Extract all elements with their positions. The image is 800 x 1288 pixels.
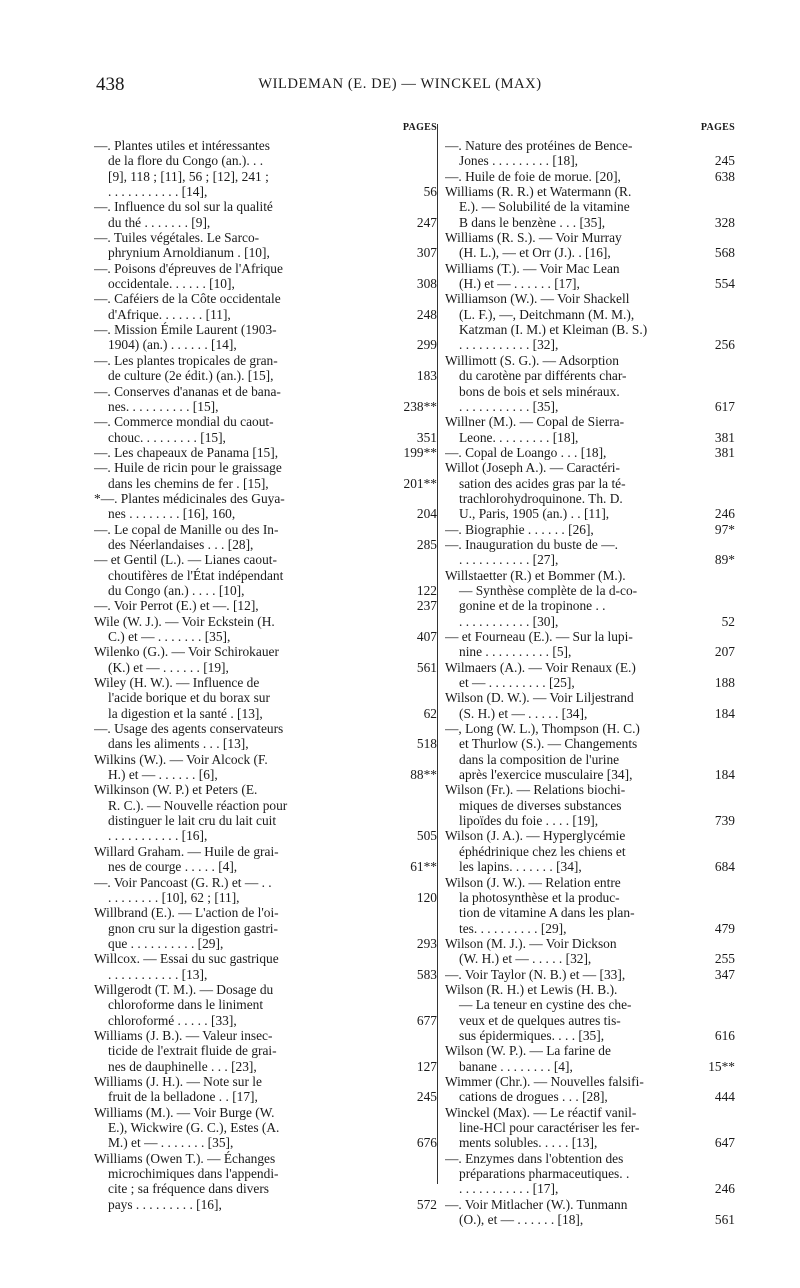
entry-text-line: préparations pharmaceutiques. .: [459, 1166, 630, 1182]
entry-text-line: Winckel (Max). — Le réactif vanil-: [445, 1104, 637, 1120]
entry-text-line: gonine et de la tropinone . .: [459, 598, 606, 614]
entry-text-line: —. Les chapeaux de Panama [15],: [94, 444, 279, 460]
entry-page-number: 676: [416, 1135, 437, 1151]
index-entry: [94, 445, 437, 460]
entry-text-line: U., Paris, 1905 (an.) . . [11],: [459, 506, 610, 522]
entry-text-line: R. C.). — Nouvelle réaction pour: [108, 797, 288, 813]
entry-text-line: . . . . . . . . . . . [30],: [459, 613, 559, 629]
entry-text-line: (O.), et — . . . . . . [18],: [459, 1212, 584, 1228]
entry-text-line: fruit de la belladone . . [17],: [108, 1089, 258, 1105]
entry-text-line: . . . . . . . . . . . [17],: [459, 1181, 559, 1197]
entry-text-line: B dans le benzène . . . [35],: [459, 214, 606, 230]
entry-text-line: Williams (T.). — Voir Mac Lean: [445, 260, 620, 276]
entry-text-line: sus épidermiques. . . . [35],: [459, 1027, 605, 1043]
entry-text-line: Wilson (J. A.). — Hyperglycémie: [445, 828, 626, 844]
entry-text-line: M.) et — . . . . . . . [35],: [108, 1135, 234, 1151]
entry-page-number: 61**: [410, 859, 437, 875]
entry-page-number: 245: [714, 153, 735, 169]
index-entry: [445, 138, 735, 169]
entry-text-line: —. Voir Mitlacher (W.). Tunmann: [445, 1196, 628, 1212]
entry-page-number: 293: [416, 935, 437, 951]
index-entry: [94, 199, 437, 230]
entry-text-line: Willstaetter (R.) et Bommer (M.).: [445, 567, 626, 583]
entry-page-number: 255: [714, 951, 735, 967]
entry-text-line: Wile (W. J.). — Voir Eckstein (H.: [94, 613, 275, 629]
index-entry: [94, 138, 437, 199]
entry-text-line: Leone. . . . . . . . . [18],: [459, 429, 579, 445]
entry-text-line: —. Caféiers de la Côte occidentale: [94, 291, 281, 307]
entry-page-number: 237: [416, 598, 437, 614]
left-column-pages-label: PAGES: [402, 122, 437, 133]
entry-text-line: de la flore du Congo (an.). . .: [108, 153, 264, 169]
entry-text-line: E.). — Solubilité de la vitamine: [459, 199, 630, 215]
index-entry: [445, 445, 735, 460]
entry-page-number: 677: [416, 1012, 437, 1028]
page-number: 438: [96, 74, 125, 95]
entry-text-line: . . . . . . . . . . . [32],: [459, 337, 559, 353]
entry-page-number: 351: [416, 429, 437, 445]
index-entry: [445, 169, 735, 184]
entry-page-number: 201**: [403, 475, 437, 491]
entry-text-line: que . . . . . . . . . . [29],: [108, 935, 224, 951]
entry-text-line: — et Fourneau (E.). — Sur la lupi-: [445, 629, 633, 644]
index-entry: [94, 982, 437, 1028]
entry-text-line: cite ; sa fréquence dans divers: [108, 1181, 269, 1197]
index-entry: [94, 522, 437, 553]
entry-text-line: l'acide borique et du borax sur: [108, 690, 270, 706]
entry-text-line: Williams (R. R.) et Watermann (R.: [445, 184, 632, 200]
entry-text-line: —. Plantes utiles et intéressantes: [94, 138, 270, 153]
entry-text-line: . . . . . . . . . . . [14],: [108, 184, 208, 200]
entry-page-number: 518: [416, 736, 437, 752]
entry-page-number: 381: [714, 444, 735, 460]
entry-text-line: distinguer le lait cru du lait cuit: [108, 813, 277, 829]
entry-text-line: . . . . . . . . . . . [35],: [459, 398, 559, 414]
entry-text-line: Willcox. — Essai du suc gastrique: [94, 951, 279, 967]
index-entry: [94, 1151, 437, 1212]
entry-text-line: Williams (J. H.). — Note sur le: [94, 1073, 262, 1089]
entry-text-line: nes de dauphinelle . . . [23],: [108, 1058, 257, 1074]
entry-text-line: Wilson (R. H.) et Lewis (H. B.).: [445, 981, 618, 997]
entry-text-line: — Synthèse complète de la d-co-: [459, 582, 638, 598]
entry-text-line: Willner (M.). — Copal de Sierra-: [445, 414, 625, 430]
entry-page-number: 238**: [403, 398, 437, 414]
index-entry: [445, 568, 735, 629]
index-entry: [94, 844, 437, 875]
entry-text-line: 1904) (an.) . . . . . . [14],: [108, 337, 237, 353]
entry-page-number: 328: [714, 214, 735, 230]
index-entry: [94, 552, 437, 598]
entry-text-line: —. Huile de ricin pour le graissage: [94, 460, 282, 476]
entry-text-line: Williams (J. B.). — Valeur insec-: [94, 1027, 273, 1043]
entry-text-line: Williams (M.). — Voir Burge (W.: [94, 1104, 275, 1120]
index-entry: [445, 1105, 735, 1151]
entry-text-line: la digestion et la santé . [13],: [108, 705, 263, 721]
entry-text-line: veux et de quelques autres tis-: [459, 1012, 621, 1028]
entry-text-line: —. Enzymes dans l'obtention des: [445, 1150, 624, 1166]
entry-text-line: . . . . . . . . [10], 62 ; [11],: [108, 889, 240, 905]
index-entry: [94, 875, 437, 906]
entry-text-line: Wilson (J. W.). — Relation entre: [445, 874, 621, 890]
entry-text-line: *—. Plantes médicinales des Guya-: [94, 490, 285, 506]
entry-text-line: nes . . . . . . . . [16], 160,: [108, 506, 236, 522]
index-entry: [94, 460, 437, 491]
entry-page-number: 199**: [403, 444, 437, 460]
index-entry: [445, 414, 735, 445]
entry-page-number: 120: [416, 889, 437, 905]
index-entry: [445, 660, 735, 691]
entry-page-number: 407: [416, 629, 437, 644]
entry-text-line: bons de bois et sels minéraux.: [459, 383, 620, 399]
entry-text-line: [9], 118 ; [11], 56 ; [12], 241 ;: [108, 168, 269, 184]
entry-text-line: trachlorohydroquinone. Th. D.: [459, 490, 623, 506]
entry-page-number: 89*: [714, 552, 735, 568]
entry-page-number: 505: [416, 828, 437, 844]
entry-text-line: nine . . . . . . . . . . [5],: [459, 644, 572, 660]
entry-page-number: 444: [714, 1089, 735, 1105]
index-entry: [94, 1028, 437, 1074]
entry-text-line: dans les chemins de fer . [15],: [108, 475, 269, 491]
entry-page-number: 184: [714, 705, 735, 721]
entry-text-line: (K.) et — . . . . . . [19],: [108, 659, 229, 675]
index-entry: [445, 537, 735, 568]
entry-page-number: 246: [714, 506, 735, 522]
index-entry: [445, 1074, 735, 1105]
entry-text-line: — et Gentil (L.). — Lianes caout-: [94, 552, 277, 568]
entry-text-line: . . . . . . . . . . . [27],: [459, 552, 559, 568]
entry-text-line: H.) et — . . . . . . [6],: [108, 767, 218, 783]
entry-text-line: du thé . . . . . . . [9],: [108, 214, 211, 230]
entry-page-number: 285: [416, 536, 437, 552]
entry-page-number: 188: [714, 675, 735, 691]
entry-page-number: 183: [416, 368, 437, 384]
entry-text-line: —. Le copal de Manille ou des In-: [94, 521, 279, 537]
entry-text-line: —. Huile de foie de morue. [20],: [445, 168, 621, 184]
entry-text-line: (L. F.), —, Deitchmann (M. M.),: [459, 306, 635, 322]
index-entry: [445, 1043, 735, 1074]
index-entry: [94, 261, 437, 292]
index-entry: [94, 598, 437, 613]
entry-text-line: microchimiques dans l'appendi-: [108, 1166, 279, 1182]
entry-text-line: Willgerodt (T. M.). — Dosage du: [94, 981, 274, 997]
entry-page-number: 647: [714, 1135, 735, 1151]
entry-page-number: 307: [416, 245, 437, 261]
index-entry: [94, 353, 437, 384]
index-entry: [94, 905, 437, 951]
entry-page-number: 568: [714, 245, 735, 261]
entry-page-number: 479: [714, 920, 735, 936]
entry-page-number: 56: [423, 184, 437, 200]
entry-text-line: (H. L.), — et Orr (J.). . [16],: [459, 245, 611, 261]
entry-text-line: Wilson (W. P.). — La farine de: [445, 1043, 611, 1059]
entry-text-line: —. Poisons d'épreuves de l'Afrique: [94, 260, 283, 276]
index-entry: [94, 644, 437, 675]
entry-text-line: Katzman (I. M.) et Kleiman (B. S.): [459, 322, 648, 338]
entry-page-number: 347: [714, 966, 735, 982]
entry-page-number: 184: [714, 767, 735, 783]
entry-text-line: phrynium Arnoldianum . [10],: [108, 245, 270, 261]
entry-text-line: —. Influence du sol sur la qualité: [94, 199, 273, 215]
entry-text-line: miques de diverses substances: [459, 797, 622, 813]
entry-page-number: 97*: [714, 521, 735, 537]
entry-text-line: Jones . . . . . . . . . [18],: [459, 153, 579, 169]
entry-text-line: —. Nature des protéines de Bence-: [445, 138, 633, 153]
entry-text-line: Willimott (S. G.). — Adsorption: [445, 352, 619, 368]
entry-text-line: occidentale. . . . . . [10],: [108, 276, 235, 292]
entry-text-line: Wilson (Fr.). — Relations biochi-: [445, 782, 626, 798]
index-entry: [94, 322, 437, 353]
index-entry: [94, 1074, 437, 1105]
index-entry: [445, 353, 735, 414]
entry-page-number: 62: [423, 705, 437, 721]
entry-text-line: —. Voir Taylor (N. B.) et — [33],: [445, 966, 626, 982]
index-entry: [445, 721, 735, 782]
entry-text-line: —. Copal de Loango . . . [18],: [445, 444, 607, 460]
entry-text-line: Wilson (D. W.). — Voir Liljestrand: [445, 690, 634, 706]
entry-text-line: Wilkinson (W. P.) et Peters (E.: [94, 782, 258, 798]
entry-text-line: —. Conserves d'ananas et de bana-: [94, 383, 281, 399]
entry-page-number: 739: [714, 813, 735, 829]
entry-text-line: Wimmer (Chr.). — Nouvelles falsifi-: [445, 1073, 644, 1089]
entry-text-line: Willot (Joseph A.). — Caractéri-: [445, 460, 620, 476]
index-entry: [445, 1151, 735, 1197]
right-column-pages-label: PAGES: [700, 122, 735, 133]
entry-page-number: 299: [416, 337, 437, 353]
entry-text-line: du carotène par différents char-: [459, 368, 627, 384]
entry-text-line: Wilkins (W.). — Voir Alcock (F.: [94, 751, 268, 767]
entry-text-line: et Thurlow (S.). — Changements: [459, 736, 638, 752]
entry-text-line: Wilmaers (A.). — Voir Renaux (E.): [445, 659, 636, 675]
entry-text-line: Williams (R. S.). — Voir Murray: [445, 230, 622, 246]
entry-text-line: —. Usage des agents conservateurs: [94, 721, 284, 737]
entry-page-number: 122: [416, 582, 437, 598]
index-entry: [94, 230, 437, 261]
right-column: [445, 122, 735, 1227]
column-divider: [437, 124, 438, 1184]
entry-text-line: Williamson (W.). — Voir Shackell: [445, 291, 630, 307]
entry-page-number: 583: [416, 966, 437, 982]
entry-page-number: 554: [714, 276, 735, 292]
entry-page-number: 248: [416, 306, 437, 322]
entry-text-line: . . . . . . . . . . . [13],: [108, 966, 208, 982]
entry-text-line: nes. . . . . . . . . . [15],: [108, 398, 219, 414]
index-entry: [94, 1105, 437, 1151]
entry-text-line: . . . . . . . . . . . [16],: [108, 828, 208, 844]
entry-text-line: Wilenko (G.). — Voir Schirokauer: [94, 644, 279, 660]
index-entry: [445, 460, 735, 521]
index-entry: [445, 875, 735, 936]
entry-page-number: 88**: [410, 767, 437, 783]
entry-page-number: 638: [714, 168, 735, 184]
index-entry: [94, 384, 437, 415]
entry-text-line: d'Afrique. . . . . . . [11],: [108, 306, 231, 322]
entry-text-line: et — . . . . . . . . . [25],: [459, 675, 575, 691]
entry-text-line: Wilson (M. J.). — Voir Dickson: [445, 935, 617, 951]
entry-text-line: nes de courge . . . . . [4],: [108, 859, 238, 875]
index-entry: [445, 522, 735, 537]
entry-page-number: 246: [714, 1181, 735, 1197]
entry-text-line: (W. H.) et — . . . . . [32],: [459, 951, 592, 967]
entry-text-line: cations de drogues . . . [28],: [459, 1089, 608, 1105]
entry-text-line: éphédrinique chez les chiens et: [459, 843, 626, 859]
entry-text-line: line-HCl pour caractériser les fer-: [459, 1120, 640, 1135]
entry-text-line: —. Inauguration du buste de —.: [445, 536, 618, 552]
entry-text-line: —. Commerce mondial du caout-: [94, 414, 274, 430]
entry-text-line: ticide de l'extrait fluide de grai-: [108, 1043, 277, 1059]
index-entry: [445, 967, 735, 982]
index-entry: [94, 291, 437, 322]
entry-text-line: les lapins. . . . . . . [34],: [459, 859, 582, 875]
entry-text-line: —. Biographie . . . . . . [26],: [445, 521, 594, 537]
entry-text-line: du Congo (an.) . . . . [10],: [108, 582, 245, 598]
entry-text-line: lipoïdes du foie . . . . [19],: [459, 813, 599, 829]
index-entry: [445, 982, 735, 1043]
entry-text-line: tion de vitamine A dans les plan-: [459, 905, 635, 921]
entry-text-line: —. Voir Perrot (E.) et —. [12],: [94, 598, 259, 614]
left-column: [94, 122, 437, 1212]
index-entry: [94, 951, 437, 982]
entry-text-line: (S. H.) et — . . . . . [34],: [459, 705, 588, 721]
entry-text-line: ments solubles. . . . . [13],: [459, 1135, 598, 1151]
entry-page-number: 308: [416, 276, 437, 292]
entry-text-line: C.) et — . . . . . . . [35],: [108, 629, 231, 644]
entry-text-line: la photosynthèse et la produc-: [459, 889, 620, 905]
entry-text-line: Willbrand (E.). — L'action de l'oi-: [94, 905, 279, 921]
index-entry: [445, 782, 735, 828]
entry-page-number: 381: [714, 429, 735, 445]
index-entry: [94, 675, 437, 721]
entry-text-line: chloroformé . . . . . [33],: [108, 1012, 237, 1028]
entry-page-number: 207: [714, 644, 735, 660]
index-entry: [445, 936, 735, 967]
index-entry: [445, 184, 735, 230]
index-entry: [94, 752, 437, 783]
entry-text-line: —. Voir Pancoast (G. R.) et — . .: [94, 874, 272, 890]
entry-page-number: 52: [721, 613, 735, 629]
entry-text-line: —, Long (W. L.), Thompson (H. C.): [445, 721, 640, 737]
index-entry: [94, 614, 437, 645]
entry-text-line: — La teneur en cystine des che-: [459, 997, 632, 1013]
index-entry: [445, 629, 735, 660]
entry-page-number: 204: [416, 506, 437, 522]
entry-text-line: chloroforme dans le liniment: [108, 997, 264, 1013]
entry-page-number: 572: [416, 1196, 437, 1212]
entry-text-line: après l'exercice musculaire [34],: [459, 767, 633, 783]
entry-page-number: 127: [416, 1058, 437, 1074]
entry-text-line: E.), Wickwire (G. C.), Estes (A.: [108, 1120, 280, 1135]
entry-text-line: sation des acides gras par la té-: [459, 475, 626, 491]
entry-text-line: gnon cru sur la digestion gastri-: [108, 920, 278, 936]
index-entry: [94, 782, 437, 843]
entry-page-number: 617: [714, 398, 735, 414]
entry-text-line: des Néerlandaises . . . [28],: [108, 536, 254, 552]
entry-text-line: Willard Graham. — Huile de grai-: [94, 843, 279, 859]
index-entry: [94, 491, 437, 522]
entry-page-number: 616: [714, 1027, 735, 1043]
entry-text-line: chouc. . . . . . . . . [15],: [108, 429, 226, 445]
entry-text-line: (H.) et — . . . . . . [17],: [459, 276, 580, 292]
entry-text-line: —. Tuiles végétales. Le Sarco-: [94, 230, 260, 246]
entry-text-line: Wiley (H. W.). — Influence de: [94, 675, 260, 691]
entry-page-number: 561: [416, 659, 437, 675]
entry-page-number: 256: [714, 337, 735, 353]
entry-page-number: 561: [714, 1212, 735, 1228]
index-entry: [445, 828, 735, 874]
entry-text-line: dans la composition de l'urine: [459, 751, 620, 767]
entry-text-line: pays . . . . . . . . . [16],: [108, 1196, 222, 1212]
entry-text-line: —. Les plantes tropicales de gran-: [94, 352, 278, 368]
entry-page-number: 15**: [708, 1058, 735, 1074]
index-entry: [445, 690, 735, 721]
entry-text-line: de culture (2e édit.) (an.). [15],: [108, 368, 274, 384]
entry-text-line: tes. . . . . . . . . . [29],: [459, 920, 567, 936]
entry-text-line: dans les aliments . . . [13],: [108, 736, 249, 752]
entry-page-number: 245: [416, 1089, 437, 1105]
running-header: WILDEMAN (E. DE) — WINCKEL (MAX): [258, 76, 542, 92]
entry-text-line: choutifères de l'État indépendant: [108, 567, 284, 583]
index-entry: [445, 230, 735, 261]
index-entry: [445, 291, 735, 352]
entry-text-line: —. Mission Émile Laurent (1903-: [94, 322, 277, 338]
entry-page-number: 247: [416, 214, 437, 230]
index-entry: [94, 721, 437, 752]
entry-page-number: 684: [714, 859, 735, 875]
entry-text-line: banane . . . . . . . . [4],: [459, 1058, 573, 1074]
index-entry: [94, 414, 437, 445]
index-entry: [445, 261, 735, 292]
index-entry: [445, 1197, 735, 1228]
entry-text-line: Williams (Owen T.). — Échanges: [94, 1150, 276, 1166]
